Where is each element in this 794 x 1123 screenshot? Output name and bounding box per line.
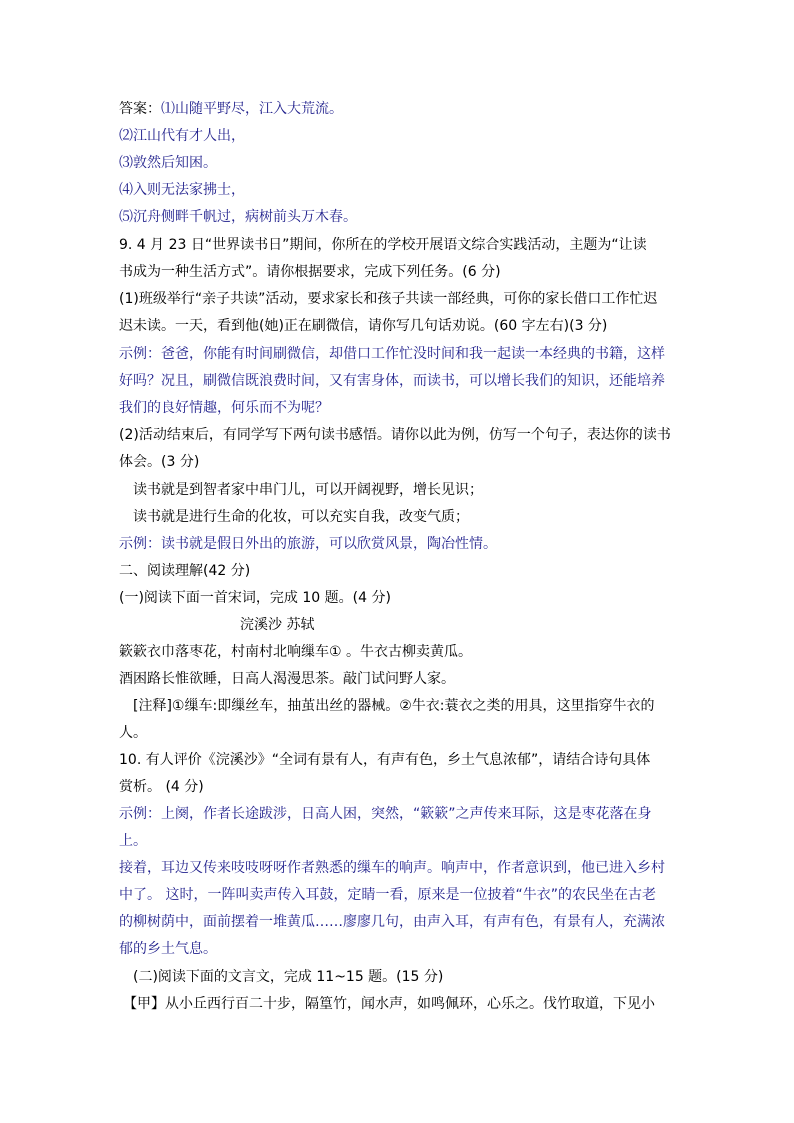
text-line: 赏析。 (4 分) <box>119 779 204 795</box>
answer-text: ⑴山随平野尽，江入大荒流。 <box>161 101 343 117</box>
text-line: 10. 有人评价《浣溪沙》“全词有景有人，有声有色，乡土气息浓郁”，请结合诗句具体 <box>119 752 651 768</box>
text-line: [注释]①缫车:即缫丝车，抽茧出丝的器械。②牛衣:蓑衣之类的用具，这里指穿牛衣的 <box>133 698 655 714</box>
text-line: 【甲】从小丘西行百二十步，隔篁竹，闻水声，如鸣佩环，心乐之。伐竹取道，下见小 <box>123 996 655 1012</box>
text-line: (1)班级举行“亲子共读”活动，要求家长和孩子共读一部经典，可你的家长借口工作忙迟 <box>119 291 658 307</box>
text-line: 接着，耳边又传来吱吱呀呀作者熟悉的缫车的响声。响声中，作者意识到，他已进入乡村 <box>119 860 665 876</box>
text-line: ⑶敦然后知困。 <box>119 155 217 171</box>
text-line: 簌簌衣巾落枣花，村南村北响缫车① 。牛衣古柳卖黄瓜。 <box>119 644 472 660</box>
text-line: 好吗？况且，刷微信既浪费时间，又有害身体，而读书，可以增长我们的知识，还能培养 <box>119 373 665 389</box>
text-line: 示例：爸爸，你能有时间刷微信，却借口工作忙没时间和我一起读一本经典的书籍，这样 <box>119 346 665 362</box>
text-line: 浣溪沙 苏轼 <box>240 617 315 633</box>
text-line: 中了。 这时，一阵叫卖声传入耳鼓，定睛一看，原来是一位披着“牛衣”的农民坐在古老 <box>119 887 656 903</box>
text-line: 9. 4 月 23 日“世界读书日”期间，你所在的学校开展语文综合实践活动，主题为“让读 <box>119 237 647 253</box>
text-line: 书成为一种生活方式”。请你根据要求，完成下列任务。(6 分) <box>119 264 501 280</box>
text-line: 郁的乡土气息。 <box>119 941 217 957</box>
text-line: 迟未读。一天，看到他(她)正在刷微信，请你写几句话劝说。(60 字左右)(3 分) <box>119 318 608 334</box>
text-line: 读书就是进行生命的化妆，可以充实自我，改变气质； <box>133 509 469 525</box>
text-line: 人。 <box>119 725 147 741</box>
text-line: 我们的良好情趣，何乐而不为呢？ <box>119 400 329 416</box>
text-line: 上。 <box>119 833 147 849</box>
text-line <box>119 100 343 118</box>
text-line: (一)阅读下面一首宋词，完成 10 题。(4 分) <box>119 590 391 606</box>
text-line: ⑷入则无法家拂士， <box>119 182 245 198</box>
text-line: 示例：上阕，作者长途跋涉，日高人困，突然，“簌簌”之声传来耳际，这是枣花落在身 <box>119 806 652 822</box>
text-line: 读书就是到智者家中串门儿，可以开阔视野，增长见识； <box>133 482 483 498</box>
text-line: 示例：读书就是假日外出的旅游，可以欣赏风景，陶冶性情。 <box>119 536 497 552</box>
text-line: 的柳树荫中，面前摆着一堆黄瓜……廖廖几句，由声入耳，有声有色，有景有人，充满浓 <box>119 914 665 930</box>
text-line: 酒困路长惟欲睡，日高人渴漫思茶。敲门试问野人家。 <box>119 671 455 687</box>
text-line: (二)阅读下面的文言文，完成 11~15 题。(15 分) <box>133 969 444 985</box>
text-line: ⑸沉舟侧畔千帆过，病树前头万木春。 <box>119 209 357 225</box>
text-line: (2)活动结束后，有同学写下两句读书感悟。请你以此为例，仿写一个句子，表达你的读书 <box>119 427 671 443</box>
text-line: ⑵江山代有才人出， <box>119 128 245 144</box>
text-line: 体会。(3 分) <box>119 454 200 470</box>
answer-label: 答案： <box>119 101 161 117</box>
text-line: 二、阅读理解(42 分) <box>119 563 251 579</box>
